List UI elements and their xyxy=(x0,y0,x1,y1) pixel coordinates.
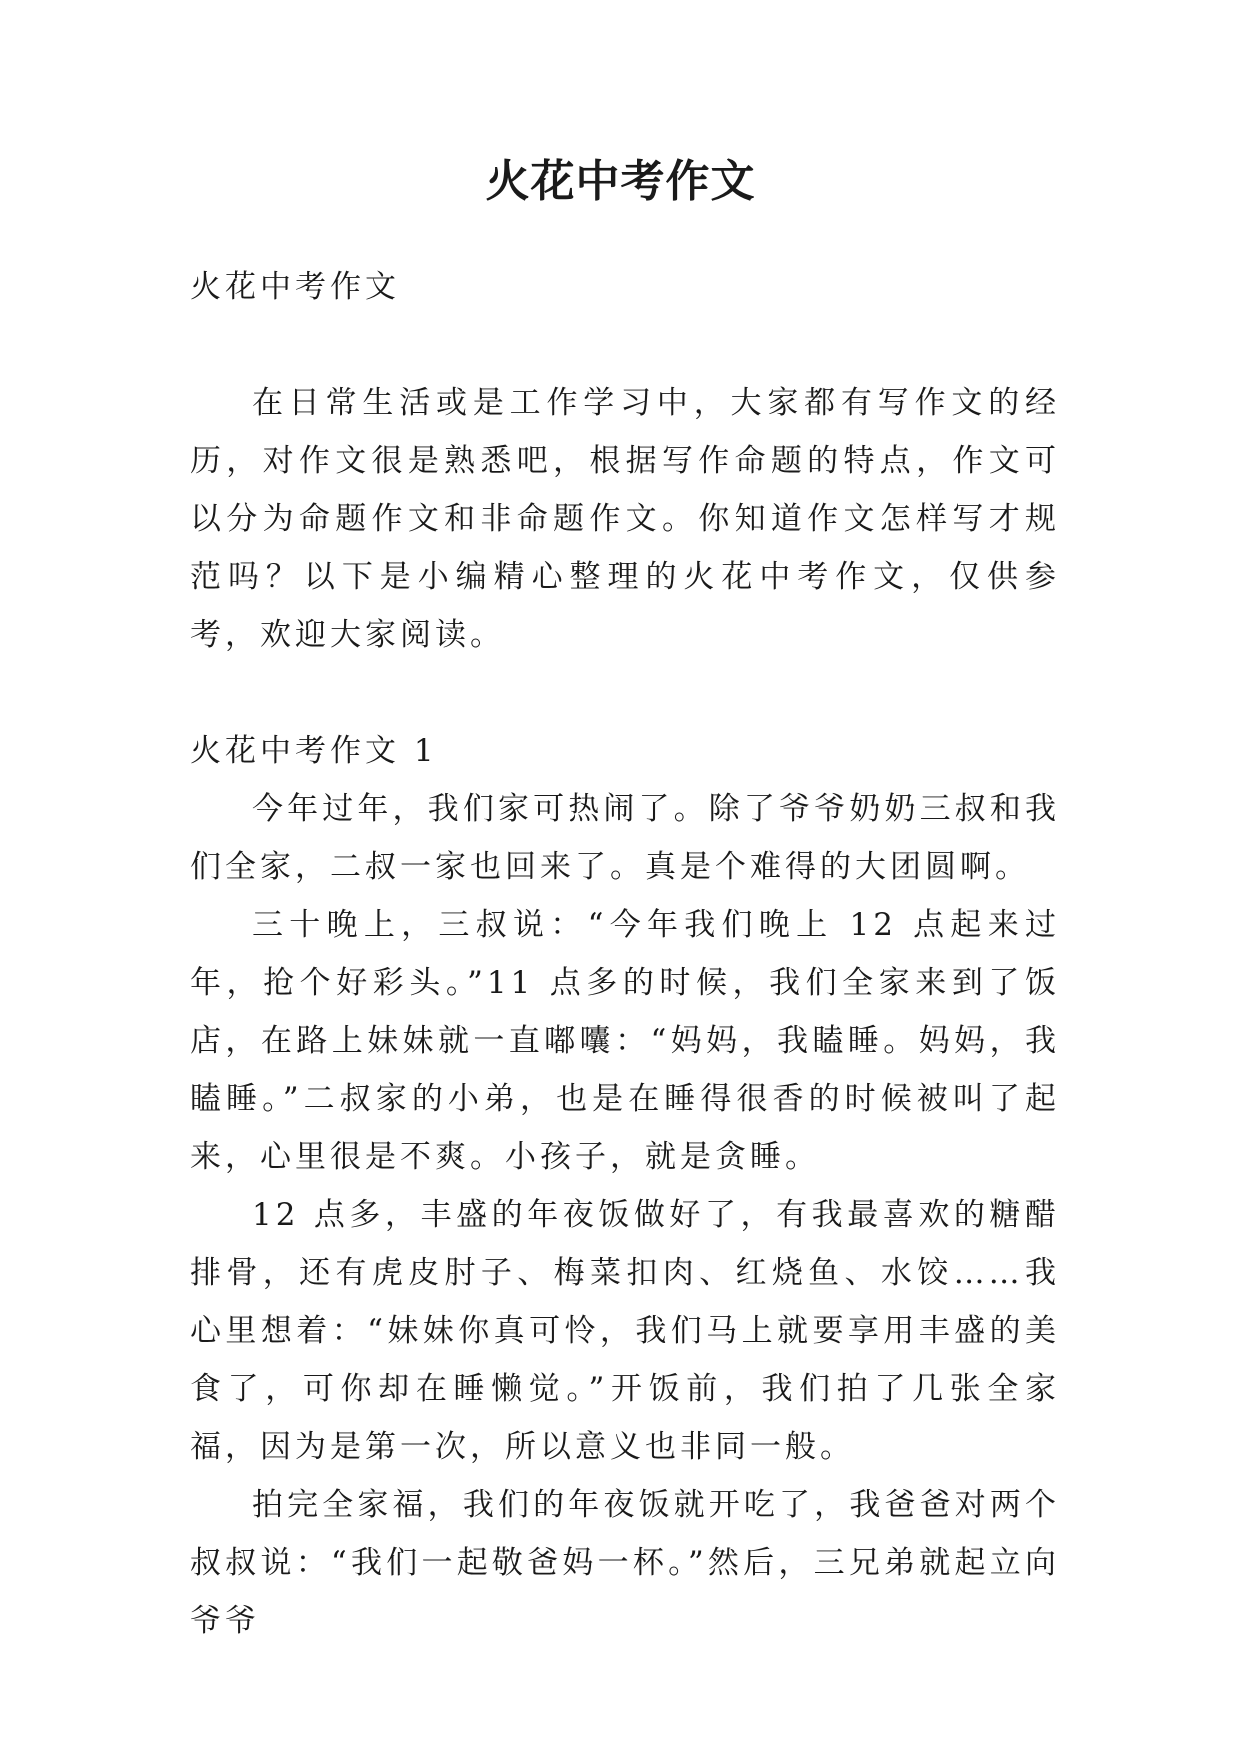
document-body xyxy=(190,258,1060,1650)
intro-paragraph: 在日常生活或是工作学习中，大家都有写作文的经历，对作文很是熟悉吧，根据写作命题的特点，作文可以分为命题作文和非命题作文。你知道作文怎样写才规范吗？以下是小编精心整理的火花中考作文，仅供参考，欢迎大家阅读。 xyxy=(190,385,1060,653)
document-title: 火花中考作文 xyxy=(485,156,756,207)
body-paragraph: 三十晚上，三叔说：“今年我们晚上 12 点起来过年，抢个好彩头。”11 点多的时候，我们全家来到了饭店，在路上妹妹就一直嘟囔：“妈妈，我瞌睡。妈妈，我瞌睡。”二叔家的小弟，也是在睡得很香的时候被叫了起来，心里很是不爽。小孩子，就是贪睡。 xyxy=(190,907,1060,1175)
body-paragraph: 拍完全家福，我们的年夜饭就开吃了，我爸爸对两个叔叔说：“我们一起敬爸妈一杯。”然后，三兄弟就起立向爷爷 xyxy=(190,1487,1060,1639)
body-paragraph: 12 点多，丰盛的年夜饭做好了，有我最喜欢的糖醋排骨，还有虎皮肘子、梅菜扣肉、红烧鱼、水饺……我心里想着：“妹妹你真可怜，我们马上就要享用丰盛的美食了，可你却在睡懒觉。”开饭前，我们拍了几张全家福，因为是第一次，所以意义也非同一般。 xyxy=(190,1197,1060,1465)
body-paragraph: 今年过年，我们家可热闹了。除了爷爷奶奶三叔和我们全家，二叔一家也回来了。真是个难得的大团圆啊。 xyxy=(190,791,1060,885)
section-heading: 火花中考作文 1 xyxy=(190,733,438,769)
document-subtitle: 火花中考作文 xyxy=(190,269,400,305)
